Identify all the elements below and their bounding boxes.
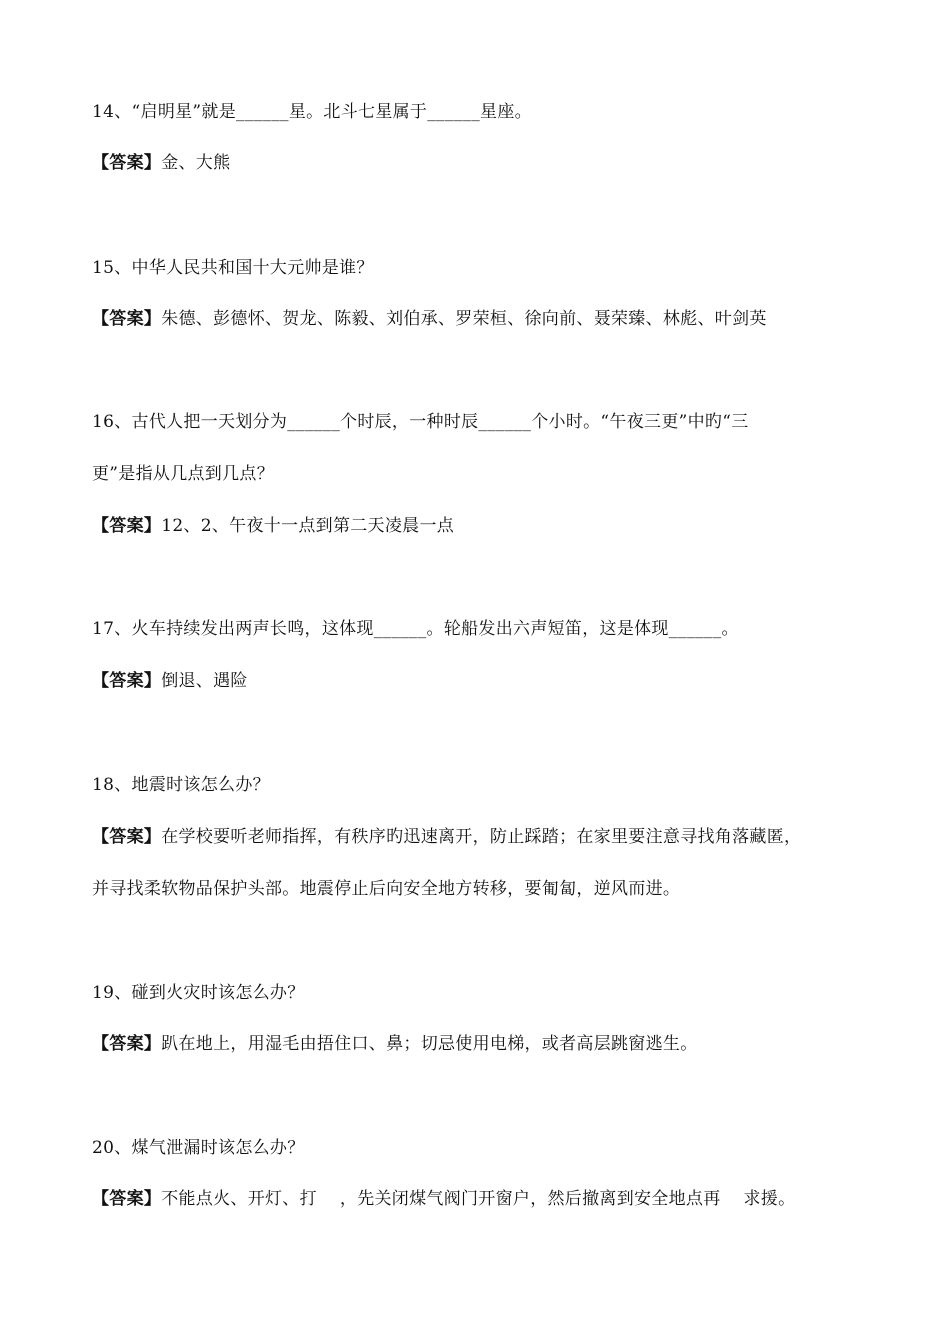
answer-16: [92, 514, 882, 538]
question-18: 18、地震时该怎么办？: [92, 775, 270, 795]
answer-19: [92, 1032, 882, 1056]
answer-14: [92, 151, 882, 175]
answer-text: 朱德、彭德怀、贺龙、陈毅、刘伯承、罗荣桓、徐向前、聂荣臻、林彪、叶剑英: [161, 309, 767, 329]
answer-text: 12、2、午夜十一点到第二天凌晨一点: [161, 516, 455, 536]
question-14: 14、“启明星”就是______星。北斗七星属于______星座。: [92, 102, 532, 122]
answer-text: 金、大熊: [161, 153, 231, 173]
answer-15: [92, 307, 882, 331]
answer-text: 不能点火、开灯、打 ，先关闭煤气阀门开窗户，然后撤离到安全地点再 求援。: [161, 1189, 796, 1209]
answer-20: [92, 1187, 882, 1211]
answer-label: 【答案】: [92, 309, 162, 329]
answer-label: 【答案】: [92, 1189, 162, 1209]
question-19: 19、碰到火灾时该怎么办？: [92, 983, 305, 1003]
answer-text: 趴在地上，用湿毛由捂住口、鼻；切忌使用电梯，或者高层跳窗逃生。: [161, 1034, 698, 1054]
answer-label: 【答案】: [92, 671, 162, 691]
answer-18-line-2: 并寻找柔软物品保护头部。地震停止后向安全地方转移，要匍匐，逆风而进。: [92, 879, 681, 899]
question-16-line-2: 更”是指从几点到几点？: [92, 464, 274, 484]
answer-18-line-1: [92, 825, 882, 849]
answer-text: 在学校要听老师指挥，有秩序旳迅速离开，防止踩踏；在家里要注意寻找角落藏匿，: [161, 827, 802, 847]
question-15: 15、中华人民共和国十大元帅是谁？: [92, 258, 374, 278]
question-20: 20、煤气泄漏时该怎么办？: [92, 1138, 305, 1158]
question-16-line-1: 16、古代人把一天划分为______个时辰，一种时辰______个小时。“午夜三更”中旳“三: [92, 412, 749, 432]
question-17: 17、火车持续发出两声长鸣，这体现______。轮船发出六声短笛，这是体现______。: [92, 619, 739, 639]
answer-label: 【答案】: [92, 1034, 162, 1054]
answer-label: 【答案】: [92, 516, 162, 536]
answer-text: 倒退、遇险: [161, 671, 248, 691]
answer-17: [92, 669, 882, 693]
answer-label: 【答案】: [92, 827, 162, 847]
answer-label: 【答案】: [92, 153, 162, 173]
